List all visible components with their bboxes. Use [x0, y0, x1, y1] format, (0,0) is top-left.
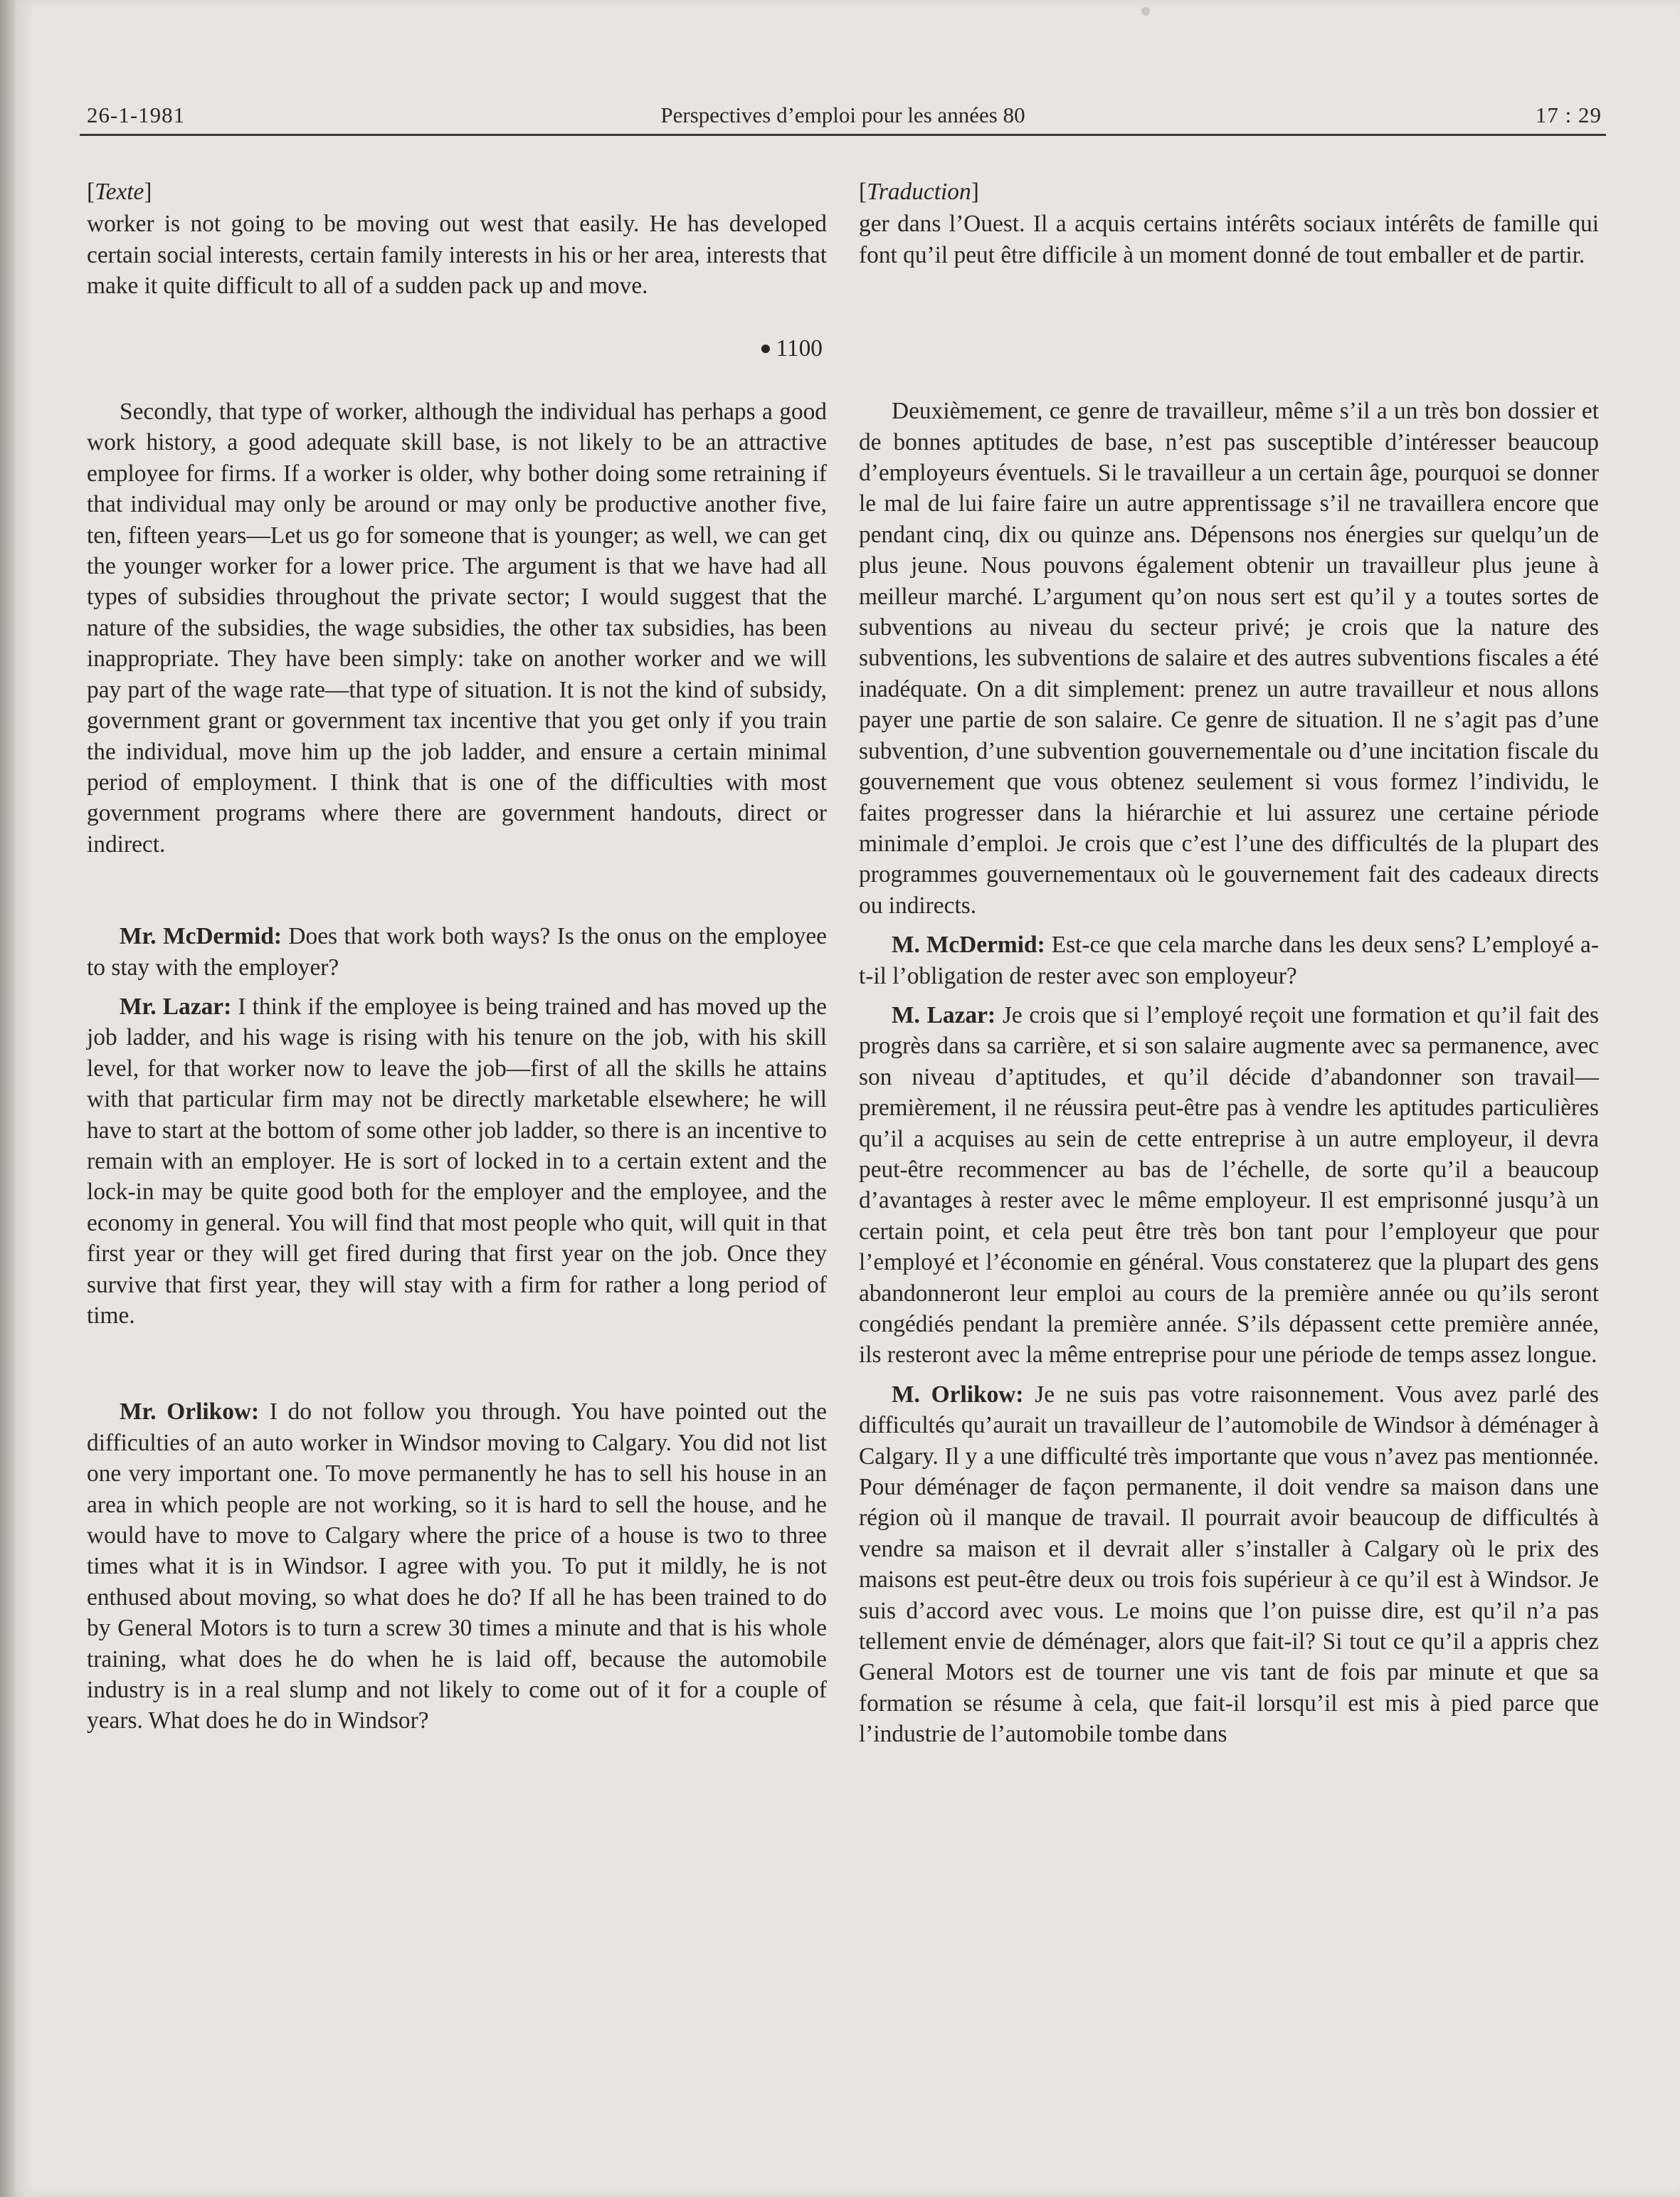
bullet-icon: ●	[759, 337, 772, 359]
speech-text: Je crois que si l’employé reçoit une formation et qu’il fait des progrès dans sa carrière, et si son salaire augmente avec sa permanence, avec son niveau d’aptitudes, et qu’il décide d’abandonner son travail—premièrement, il ne réussira peut-être pas à vendre les aptitudes particulières qu’il a acquises au sein de cette entreprise à un autre employeur, il devra peut-être recommencer au bas de l’échelle, de sorte qu’il a beaucoup d’avantages à rester avec le même employeur. Il est emprisonné jusqu’à un certain point, et cela peut être très bon tant pour l’employeur que pour l’employé et l’économie en général. Vous constaterez que la plupart des gens abandonneront leur emploi au cours de la première année ou qu’ils seront congédiés pendant la première année. S’ils dépassent cette première année, ils resteront avec la même entreprise pour une période de temps assez longue.	[859, 1001, 1599, 1369]
speaker-name: Mr. Orlikow:	[120, 1398, 260, 1426]
time-marker	[87, 333, 827, 364]
time-marker-value: 1100	[776, 334, 823, 362]
speaker-name: Mr. Lazar:	[120, 993, 232, 1020]
speech-text: Est-ce que cela marche dans les deux sens? L’employé a-t-il l’obligation de rester avec son employeur?	[859, 932, 1599, 989]
label-open-bracket: [	[87, 179, 95, 205]
paragraph-secondly: Secondly, that type of worker, although the individual has perhaps a good work history, a good adequate skill base, is not likely to be an attractive employee for firms. If a worker is older, why bother doing some retraining if that individual may only be around or may only be productive another five, ten, fifteen years—Let us go for someone that is younger; as well, we can get the younger worker for a lower price. The argument is that we have had all types of subsidies throughout the private sector; I would suggest that the nature of the subsidies, the wage subsidies, the other tax subsidies, has been inappropriate. They have been simply: take on another worker and we will pay part of the wage rate—that type of situation. It is not the kind of subsidy, government grant or government tax incentive that you get only if you train the individual, move him up the job ladder, and ensure a certain minimal period of employment. I think that is one of the difficulties with most government programs where there are government handouts, direct or indirect.	[87, 399, 827, 858]
label-close-bracket: ]	[971, 179, 979, 205]
page-binding-edge	[0, 0, 16, 2197]
label-close-bracket: ]	[144, 179, 152, 205]
speech-text: Does that work both ways? Is the onus on the employee to stay with the employer?	[87, 923, 827, 981]
running-header	[80, 97, 1606, 136]
english-column	[87, 177, 827, 2041]
speech-text: I do not follow you through. You have pointed out the difficulties of an auto worker in Windsor moving to Calgary. You did not list one very important one. To move permanently he has to sell his house in an area in which people are not working, so it is hard to sell the house, and he would have to move to Calgary where the price of a house is two to three times what it is in Windsor. I agree with you. To put it mildly, he is not enthused about moving, so what does he do? If all he has been trained to do by General Motors is to turn a screw 30 times a minute and that is his whole training, what does he do when he is laid off, because the automobile industry is in a real slump and not likely to come out of it for a couple of years. What does he do in Windsor?	[87, 1398, 827, 1734]
label-text: Texte	[95, 179, 144, 205]
speech-orlikow	[859, 1379, 1599, 1750]
speech-mcdermid	[859, 929, 1599, 991]
paragraph-deuxiemement: Deuxièmement, ce genre de travailleur, même s’il a un très bon dossier et de bonnes aptitudes de base, n’est pas susceptible d’intéresser beaucoup d’employeurs éventuels. Si le travailleur a un certain âge, pourquoi se donner le mal de lui faire faire un autre apprentissage s’il ne travaillera encore que pendant cinq, dix ou quinze ans. Dépensons nos énergies sur quelqu’un de plus jeune. Nous pouvons également obtenir un travailleur plus jeune à meilleur marché. L’argument qu’on nous sert est qu’il y a toutes sortes de subventions au niveau du secteur privé; je crois que la nature des subventions, les subventions de salaire et des autres subventions fiscales a été inadéquate. On a dit simplement: prenez un autre travailleur et nous allons payer une partie de son salaire. Ce genre de situation. Il ne s’agit pas d’une subvention, d’une subvention gouvernementale ou d’une incitation fiscale du gouvernement que vous obtenez seulement si vous formez l’individu, le faites progresser dans la hiérarchie et lui assurez une certaine période minimale d’emploi. Je crois que c’est l’une des difficultés de la plupart des programmes gouvernementaux où le gouvernement fait des cadeaux directs ou indirects.	[859, 398, 1599, 919]
speech-lazar	[859, 1000, 1599, 1371]
header-date: 26-1-1981	[87, 102, 186, 127]
label-text: Traduction	[867, 179, 971, 205]
french-column	[859, 177, 1599, 2041]
label-open-bracket: [	[859, 179, 867, 205]
speaker-name: M. McDermid:	[892, 932, 1045, 959]
speech-text: I think if the employee is being trained and has moved up the job ladder, and his wage is rising with his tenure on the job, with his skill level, for that worker now to leave the job—first of all the skills he attains with that particular firm may not be directly marketable elsewhere; he will have to start at the bottom of some other job ladder, so there is an incentive to remain with an employer. He is sort of locked in to a certain extent and the lock-in may be quite good both for the employer and the employee, and the economy in general. You will find that most people who quit, will quit in that first year or they will get fired during that first year on the job. Once they survive that first year, they will stay with a firm for rather a long period of time.	[87, 993, 827, 1329]
speech-text: Je ne suis pas votre raisonnement. Vous avez parlé des difficultés qu’aurait un travailleur de l’automobile de Windsor à déménager à Calgary. Il y a une difficulté très importante que vous n’avez pas mentionnée. Pour déménager de façon permanente, il doit vendre sa maison dans une région où il manque de travail. Il pourrait avoir beaucoup de difficultés à vendre sa maison et il devrait aller s’installer à Calgary où le prix des maisons est peut-être deux ou trois fois supérieur à ce qu’il est à Windsor. Je suis d’accord avec vous. Le moins que l’on puisse dire, est qu’il n’a pas tellement envie de déménager, alors que fait-il? Si tout ce qu’il a appris chez General Motors est de tourner une vis tant de fois par minute et que sa formation se résume à cela, que fait-il lorsqu’il est mis à pied parce que l’industrie de l’automobile tombe dans	[859, 1381, 1599, 1748]
paper-mark	[1141, 7, 1150, 16]
speech-orlikow	[87, 1396, 827, 1736]
speech-mcdermid	[87, 921, 827, 983]
speaker-name: M. Lazar:	[892, 1001, 996, 1028]
header-page-number: 17 : 29	[1535, 102, 1602, 127]
column-label	[87, 177, 827, 207]
paragraph-continuation: ger dans l’Ouest. Il a acquis certains intérêts sociaux intérêts de famille qui font qu’il peut être difficile à un moment donné de tout emballer et de partir.	[859, 211, 1599, 268]
speaker-name: M. Orlikow:	[892, 1381, 1024, 1408]
speaker-name: Mr. McDermid:	[120, 923, 282, 950]
column-label	[859, 177, 1599, 207]
header-title: Perspectives d’emploi pour les années 80	[660, 102, 1025, 127]
speech-lazar	[87, 991, 827, 1331]
paragraph-continuation: worker is not going to be moving out west that easily. He has developed certain social interests, certain family interests in his or her area, interests that make it quite difficult to all of a sudden pack up and move.	[87, 211, 827, 300]
